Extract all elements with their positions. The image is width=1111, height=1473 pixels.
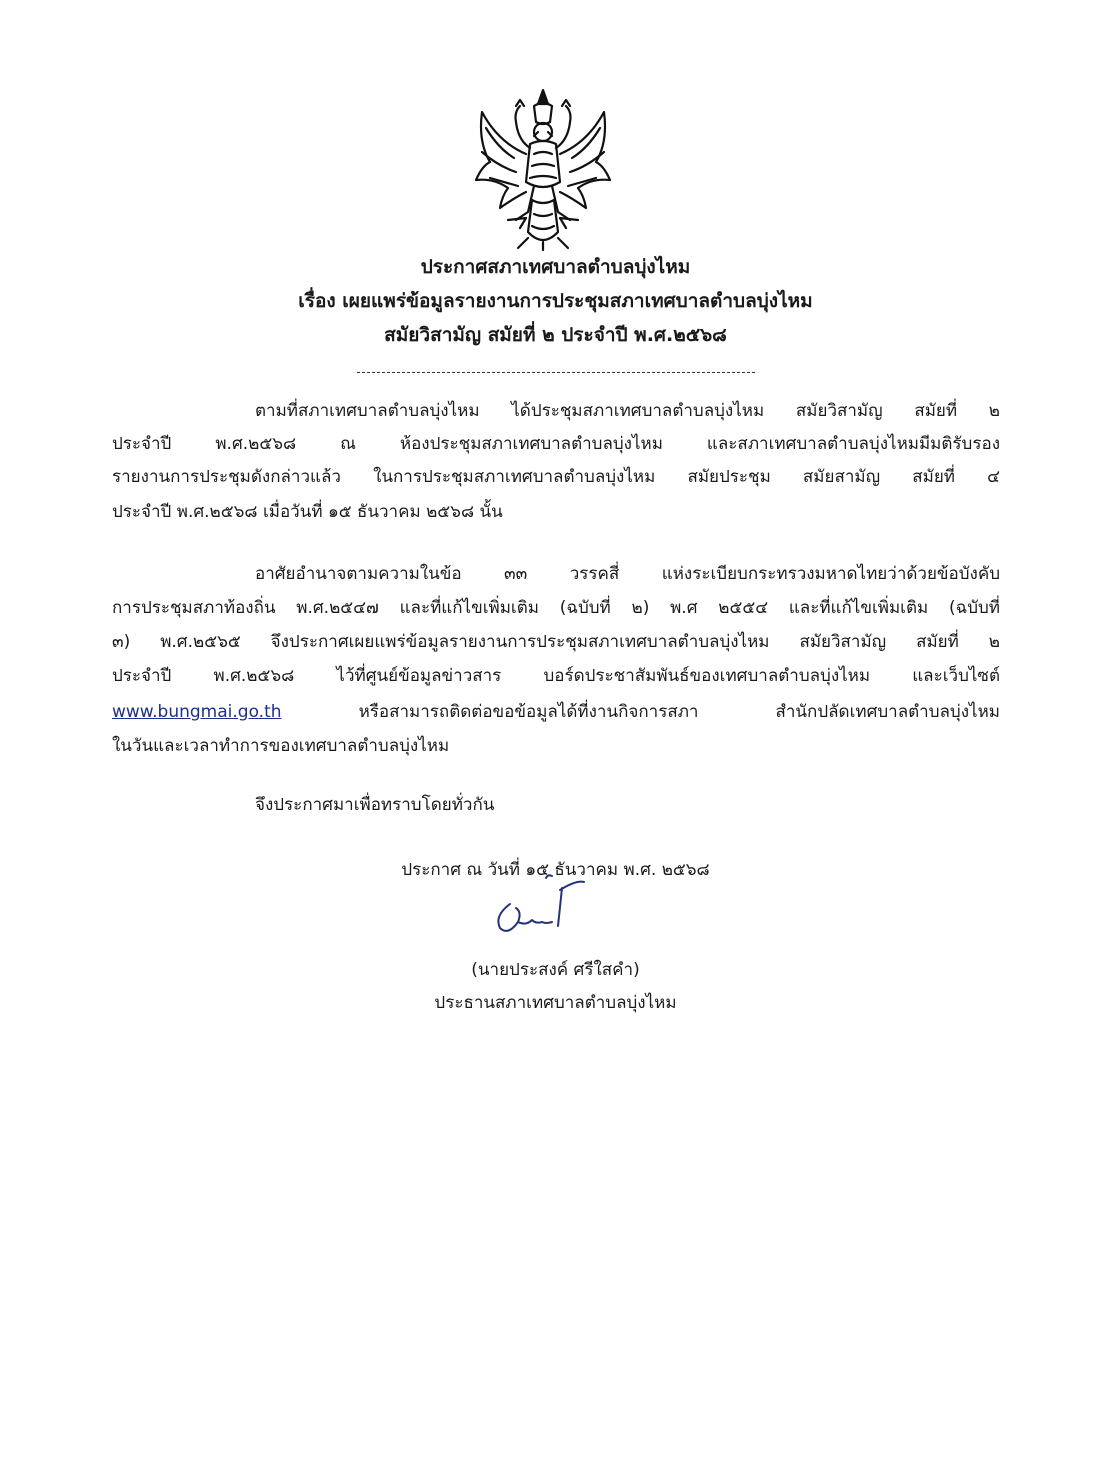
announcement-subject: เรื่อง เผยแพร่ข้อมูลรายงานการประชุมสภาเทศบาลตำบลบุ่งไหม [298, 290, 813, 312]
heading-divider [357, 372, 755, 373]
website-link[interactable]: www.bungmai.go.th [112, 702, 282, 722]
para1-line1: ตามที่สภาเทศบาลตำบลบุ่งไหม ได้ประชุมสภาเทศบาลตำบลบุ่งไหม สมัยวิสามัญ สมัยที่ ๒ [255, 401, 1000, 421]
para2-line5 [112, 697, 1000, 727]
signer-position: ประธานสภาเทศบาลตำบลบุ่งไหม [434, 993, 677, 1013]
para1-line4: ประจำปี พ.ศ.๒๕๖๘ เมื่อวันที่ ๑๕ ธันวาคม ๒๕๖๘ นั้น [112, 502, 503, 522]
para2-line2: การประชุมสภาท้องถิ่น พ.ศ.๒๕๔๗ และที่แก้ไขเพิ่มเติม (ฉบับที่ ๒) พ.ศ ๒๕๕๔ และที่แก้ไขเพิ่มเติม (ฉบับที่ [112, 598, 1000, 618]
announcement-date: ประกาศ ณ วันที่ ๑๕ ธันวาคม พ.ศ. ๒๕๖๘ [401, 860, 710, 880]
para1-line2: ประจำปี พ.ศ.๒๕๖๘ ณ ห้องประชุมสภาเทศบาลตำบลบุ่งไหม และสภาเทศบาลตำบลบุ่งไหมมีมติรับรอง [112, 434, 1000, 454]
para2-line6: ในวันและเวลาทำการของเทศบาลตำบลบุ่งไหม [112, 736, 450, 756]
para2-line5-rest: หรือสามารถติดต่อขอข้อมูลได้ที่งานกิจการสภา สำนักปลัดเทศบาลตำบลบุ่งไหม [281, 702, 1000, 722]
handwritten-signature-icon [488, 868, 598, 940]
closing-statement: จึงประกาศมาเพื่อทราบโดยทั่วกัน [255, 795, 495, 815]
para2-line3: ๓) พ.ศ.๒๕๖๕ จึงประกาศเผยแพร่ข้อมูลรายงานการประชุมสภาเทศบาลตำบลบุ่งไหม สมัยวิสามัญ สมัยที่ ๒ [112, 632, 1000, 652]
announcement-title: ประกาศสภาเทศบาลตำบลบุ่งไหม [420, 256, 691, 278]
para1-line3: รายงานการประชุมดังกล่าวแล้ว ในการประชุมสภาเทศบาลตำบลบุ่งไหม สมัยประชุม สมัยสามัญ สมัยที่ ๔ [112, 467, 1000, 487]
para2-line1: อาศัยอำนาจตามความในข้อ ๓๓ วรรคสี่ แห่งระเบียบกระทรวงมหาดไทยว่าด้วยข้อบังคับ [255, 564, 1000, 584]
announcement-session: สมัยวิสามัญ สมัยที่ ๒ ประจำปี พ.ศ.๒๕๖๘ [384, 324, 727, 346]
para2-line4: ประจำปี พ.ศ.๒๕๖๘ ไว้ที่ศูนย์ข้อมูลข่าวสาร บอร์ดประชาสัมพันธ์ของเทศบาลตำบลบุ่งไหม และเว็บไซต์ [112, 666, 1000, 686]
garuda-emblem-icon [468, 82, 618, 252]
signer-name: (นายประสงค์ ศรีใสคำ) [471, 960, 640, 980]
